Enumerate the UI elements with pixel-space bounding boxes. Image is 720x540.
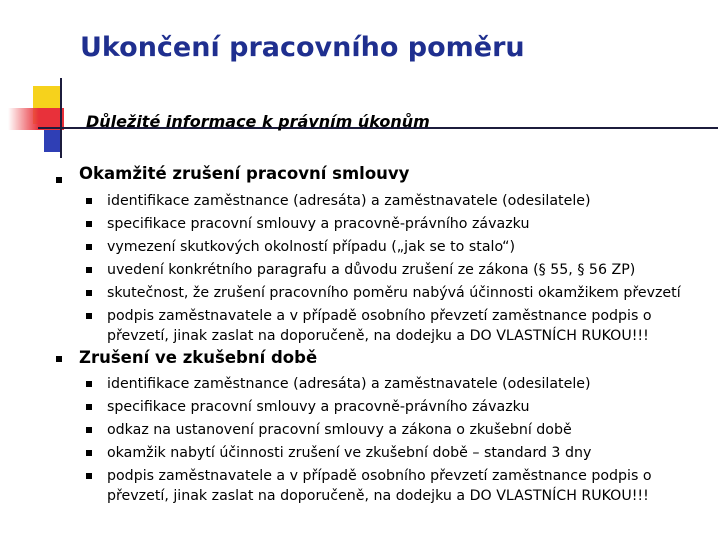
list-item-text: odkaz na ustanovení pracovní smlouvy a zákona o zkušební době [107,422,572,438]
bullet-icon [86,244,92,250]
list-item-text-continued: převzetí, jinak zaslat na doporučeně, na dodejku a DO VLASTNÍCH RUKOU!!! [107,488,649,504]
list-item-text: podpis zaměstnavatele a v případě osobního převzetí zaměstnance podpis o [107,308,652,324]
bullet-icon [56,177,62,183]
list-item-text: vymezení skutkových okolností případu („jak se to stalo“) [107,239,515,255]
slide-subtitle: Důležité informace k právním úkonům [86,112,430,131]
list-item-text: identifikace zaměstnance (adresáta) a zaměstnavatele (odesilatele) [107,193,591,209]
bullet-icon [86,221,92,227]
list-item-text: uvedení konkrétního paragrafu a důvodu zrušení ze zákona (§ 55, § 56 ZP) [107,262,636,278]
slide-title: Ukončení pracovního poměru [80,32,525,63]
list-item-text: identifikace zaměstnance (adresáta) a zaměstnavatele (odesilatele) [107,376,591,392]
list-item-text: okamžik nabytí účinnosti zrušení ve zkušební době – standard 3 dny [107,445,592,461]
decor-vertical-line [60,78,62,158]
list-item-text: specifikace pracovní smlouvy a pracovně-právního závazku [107,399,530,415]
bullet-icon [86,267,92,273]
bullet-icon [86,313,92,319]
bullet-icon [56,356,62,362]
bullet-icon [86,198,92,204]
bullet-icon [86,450,92,456]
bullet-icon [86,290,92,296]
bullet-icon [86,404,92,410]
list-item-text: specifikace pracovní smlouvy a pracovně-právního závazku [107,216,530,232]
section-heading: Zrušení ve zkušební době [79,348,318,367]
bullet-icon [86,473,92,479]
list-item-text: skutečnost, že zrušení pracovního poměru nabývá účinnosti okamžikem převzetí [107,285,681,301]
bullet-icon [86,381,92,387]
section-heading: Okamžité zrušení pracovní smlouvy [79,164,410,183]
bullet-icon [86,427,92,433]
list-item-text-continued: převzetí, jinak zaslat na doporučeně, na dodejku a DO VLASTNÍCH RUKOU!!! [107,328,649,344]
list-item-text: podpis zaměstnavatele a v případě osobního převzetí zaměstnance podpis o [107,468,652,484]
